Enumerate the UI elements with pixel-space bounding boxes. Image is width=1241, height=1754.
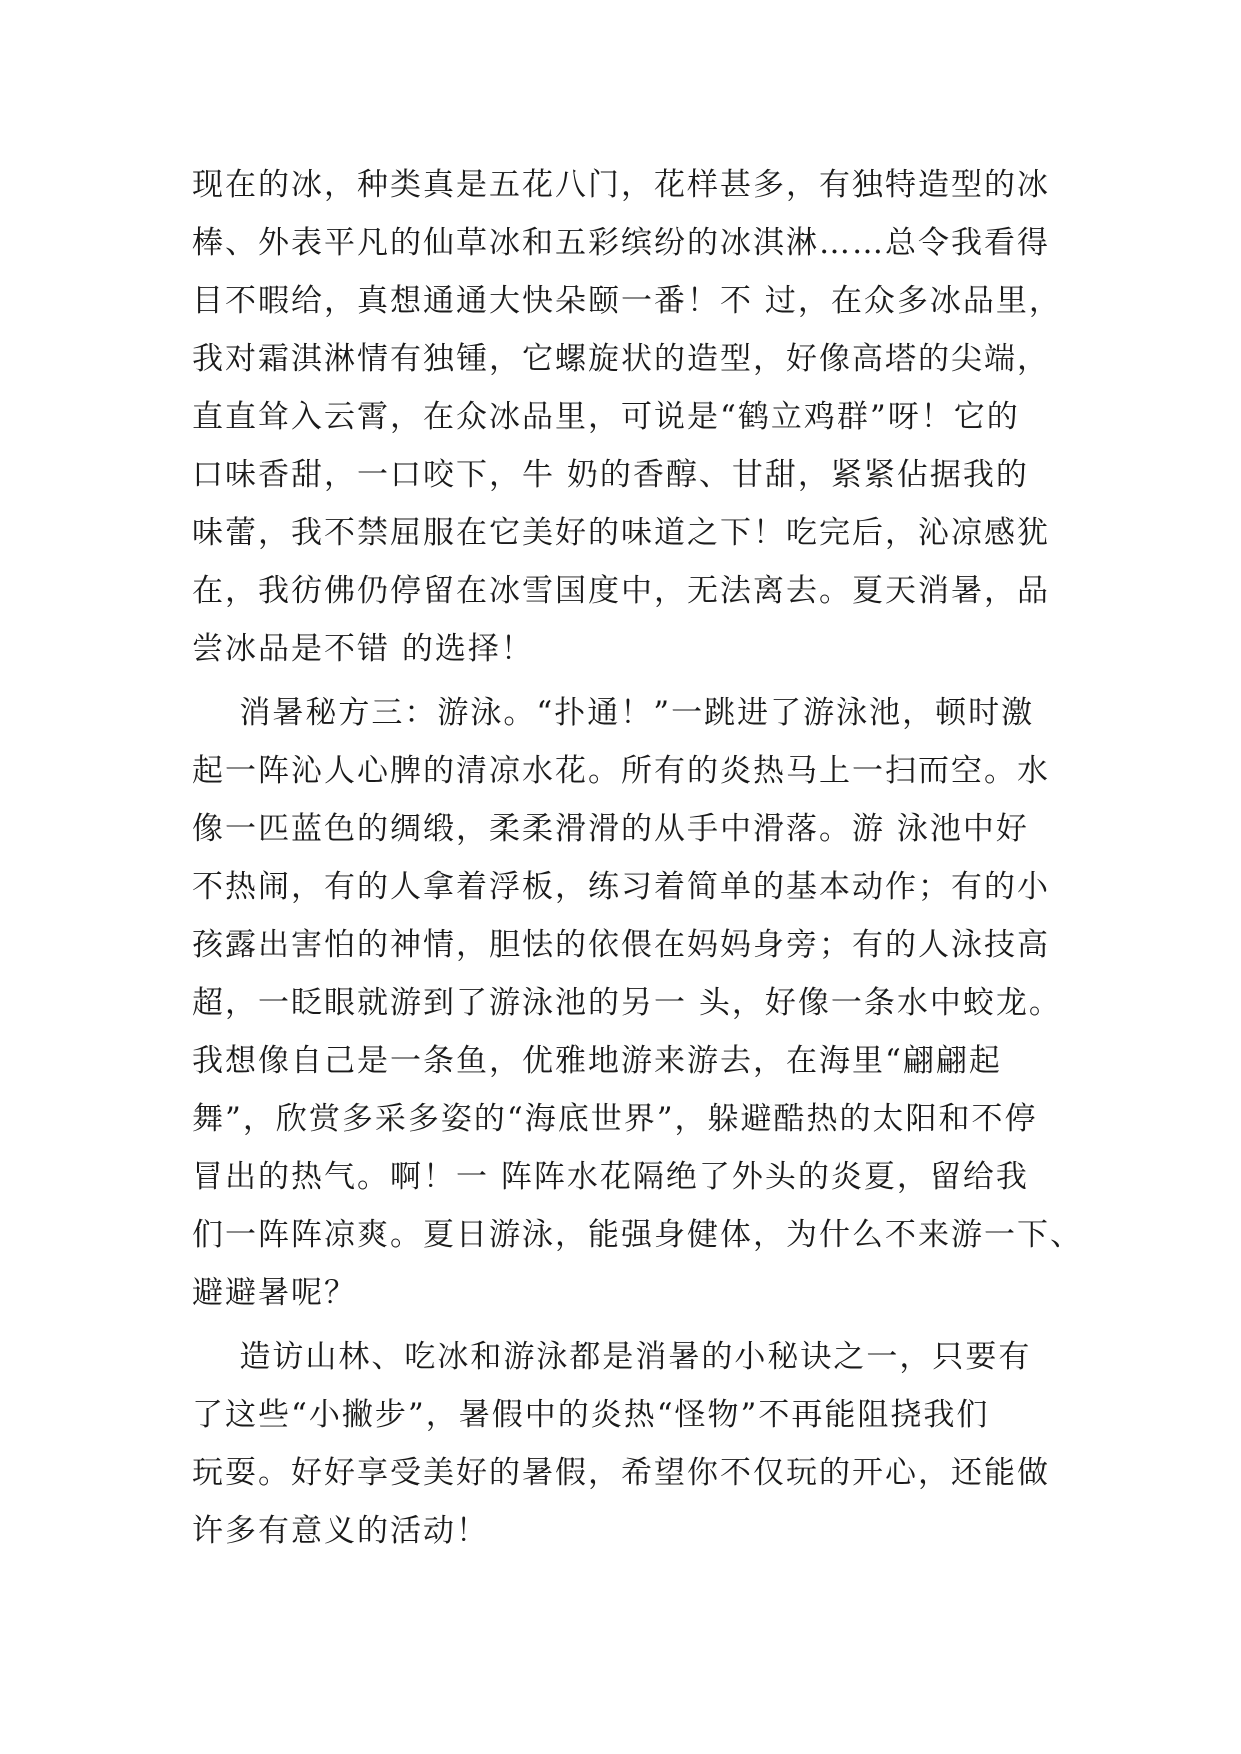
text-line: 冒出的热气。啊！一 阵阵水花隔绝了外头的炎夏，留给我 — [192, 1159, 1029, 1195]
text-line: 起一阵沁人心脾的清凉水花。所有的炎热马上一扫而空。水 — [192, 753, 1050, 789]
text-line: 了这些“小撇步”，暑假中的炎热“怪物”不再能阻挠我们 — [192, 1397, 990, 1433]
paragraph-ice-cream — [192, 156, 1072, 678]
text-line: 在，我彷佛仍停留在冰雪国度中，无法离去。夏天消暑，品 — [192, 573, 1050, 609]
text-line: 不热闹，有的人拿着浮板，练习着简单的基本动作；有的小 — [192, 869, 1050, 905]
text-line: 孩露出害怕的神情，胆怯的依偎在妈妈身旁；有的人泳技高 — [192, 927, 1050, 963]
text-line: 我想像自己是一条鱼，优雅地游来游去，在海里“翩翩起 — [192, 1043, 1002, 1079]
text-line: 们一阵阵凉爽。夏日游泳，能强身健体，为什么不来游一下、 — [192, 1217, 1083, 1253]
paragraph-conclusion — [192, 1328, 1072, 1560]
text-line: 玩耍。好好享受美好的暑假，希望你不仅玩的开心，还能做 — [192, 1455, 1050, 1491]
text-line: 造访山林、吃冰和游泳都是消暑的小秘诀之一，只要有 — [192, 1339, 1032, 1375]
body-text — [192, 156, 1083, 1560]
text-line: 棒、外表平凡的仙草冰和五彩缤纷的冰淇淋……总令我看得 — [192, 225, 1050, 261]
text-line: 直直耸入云霄，在众冰品里，可说是“鹤立鸡群”呀！它的 — [192, 399, 1020, 435]
text-line: 像一匹蓝色的绸缎，柔柔滑滑的从手中滑落。游 泳池中好 — [192, 811, 1029, 847]
text-line: 现在的冰，种类真是五花八门，花样甚多，有独特造型的冰 — [192, 167, 1050, 203]
text-line: 口味香甜，一口咬下，牛 奶的香醇、甘甜，紧紧佔据我的 — [192, 457, 1029, 493]
text-line: 消暑秘方三：游泳。“扑通！”一跳进了游泳池，顿时激 — [192, 695, 1035, 731]
text-line: 尝冰品是不错 的选择！ — [192, 631, 534, 667]
paragraph-swimming — [192, 684, 1083, 1322]
text-line: 超，一眨眼就游到了游泳池的另一 头，好像一条水中蛟龙。 — [192, 985, 1062, 1021]
text-line: 我对霜淇淋情有独锺，它螺旋状的造型，好像高塔的尖端， — [192, 341, 1050, 377]
text-line: 许多有意义的活动！ — [192, 1513, 489, 1549]
text-line: 舞”，欣赏多采多姿的“海底世界”，躲避酷热的太阳和不停 — [192, 1101, 1038, 1137]
text-line: 避避暑呢？ — [192, 1275, 357, 1311]
text-line: 味蕾，我不禁屈服在它美好的味道之下！吃完后，沁凉感犹 — [192, 515, 1050, 551]
text-line: 目不暇给，真想通通大快朵颐一番！不 过，在众多冰品里， — [192, 283, 1062, 319]
